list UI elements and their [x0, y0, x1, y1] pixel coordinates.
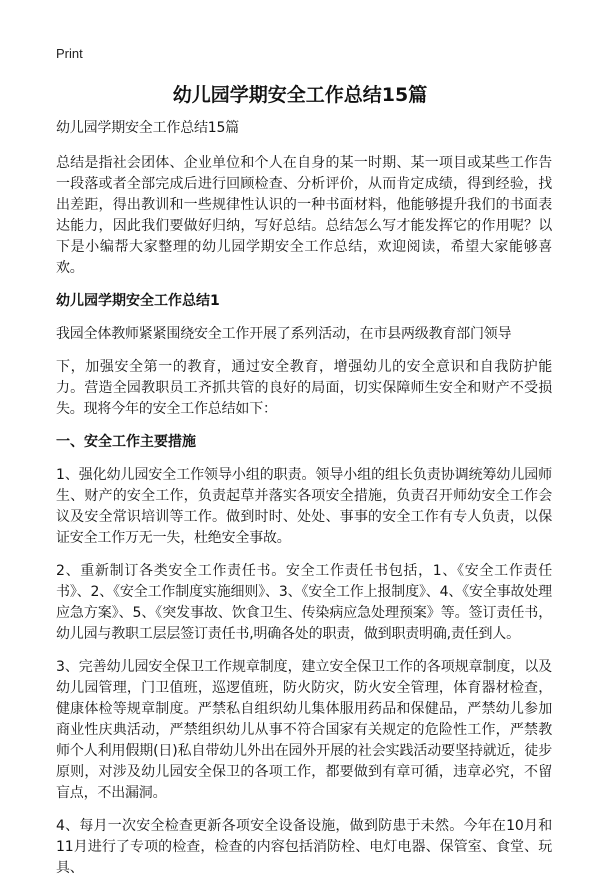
print-link[interactable]: Print: [56, 46, 83, 61]
paragraph-2: 下，加强安全第一的教育，通过安全教育，增强幼儿的安全意识和自我防护能力。营造全园教职员工齐抓共管的良好的局面，切实保障师生安全和财产不受损失。现将今年的安全工作总结如下：: [56, 359, 552, 417]
list-item-4: 4、每月一次安全检查更新各项安全设备设施，做到防患于未然。今年在10月和11月进行了专项的检查，检查的内容包括消防栓、电灯电器、保管室、食堂、玩具、: [56, 818, 552, 876]
article-body: [56, 118, 552, 879]
list-item-2: 2、重新制订各类安全工作责任书。安全工作责任书包括，1、《安全工作责任书》、2、《安全工作制度实施细则》、3、《安全工作上报制度》、4、《安全事故处理应急方案》、5、《突发事故、饮食卫生、传染病应急处理预案》等。签订责任书，幼儿园与教职工层层签订责任书,明确各处的职责，做到职责明确,责任到人。: [56, 563, 553, 642]
page-title: 幼儿园学期安全工作总结15篇: [172, 84, 428, 106]
list-item-1: 1、强化幼儿园安全工作领导小组的职责。领导小组的组长负责协调统筹幼儿园师生、财产的安全工作，负责起草并落实各项安全措施，负责召开师幼安全工作会议及安全常识培训等工作。做到时时、处处、事事的安全工作有专人负责，以保证安全工作万无一失，杜绝安全事故。: [56, 467, 552, 546]
paragraph-1: 我园全体教师紧紧围绕安全工作开展了系列活动，在市县两级教育部门领导: [56, 326, 512, 342]
section-heading-1: 幼儿园学期安全工作总结1: [56, 293, 220, 309]
list-item-3: 3、完善幼儿园安全保卫工作规章制度，建立安全保卫工作的各项规章制度，以及幼儿园管理，门卫值班，巡逻值班，防火防灾，防火安全管理，体育器材检查，健康体检等规章制度。严禁私自组织幼儿集体服用药品和保健品，严禁幼儿参加商业性庆典活动，严禁组织幼儿从事不符合国家有关规定的危险性工作，严禁教师个人利用假期(日)私自带幼儿外出在园外开展的社会实践活动要坚持就近，徒步原则，对涉及幼儿园安全保卫的各项工作，都要做到有章可循，违章必究，不留盲点，不出漏洞。: [56, 659, 552, 801]
section-heading-2: 一、安全工作主要措施: [56, 434, 196, 450]
intro-paragraph: 总结是指社会团体、企业单位和个人在自身的某一时期、某一项目或某些工作告一段落或者全部完成后进行回顾检查、分析评价，从而肯定成绩，得到经验，找出差距，得出教训和一些规律性认识的一种书面材料，他能够提升我们的书面表达能力，因此我们要做好归纳，写好总结。总结怎么写才能发挥它的作用呢？以下是小编帮大家整理的幼儿园学期安全工作总结，欢迎阅读，希望大家能够喜欢。: [56, 155, 552, 276]
article-subtitle: 幼儿园学期安全工作总结15篇: [56, 120, 240, 136]
